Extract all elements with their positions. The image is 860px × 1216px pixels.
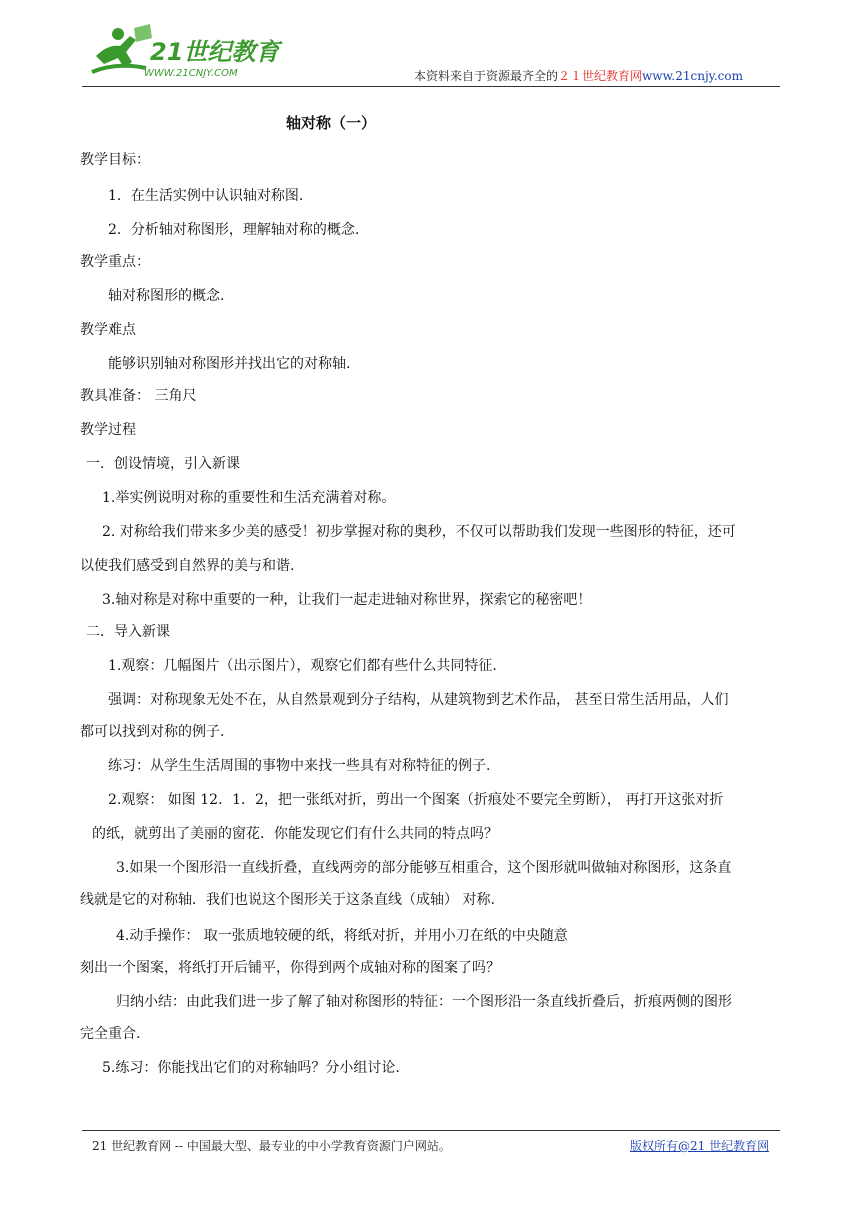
section-heading: 教学重点： — [80, 254, 150, 270]
paragraph-line: 的纸，就剪出了美丽的窗花．你能发现它们有什么共同的特点吗？ — [92, 826, 498, 842]
paragraph-line: 2．分析轴对称图形，理解轴对称的概念. — [108, 222, 360, 238]
site-logo — [86, 22, 286, 82]
paragraph-line: 3.轴对称是对称中重要的一种，让我们一起走进轴对称世界，探索它的秘密吧！ — [102, 592, 592, 608]
paragraph-line: 4.动手操作： 取一张质地较硬的纸，将纸对折，并用小刀在纸的中央随意 — [116, 928, 568, 944]
paragraph-line: 3.如果一个图形沿一直线折叠，直线两旁的部分能够互相重合，这个图形就叫做轴对称图形，这条直 — [116, 860, 732, 876]
subsection-heading: 一．创设情境，引入新课 — [86, 456, 240, 472]
section-heading: 教具准备： 三角尺 — [80, 388, 197, 404]
section-heading: 教学过程 — [80, 422, 136, 438]
subsection-heading: 二．导入新课 — [86, 624, 170, 640]
paragraph-line: 2.观察： 如图 12．1．2，把一张纸对折，剪出一个图案（折痕处不要完全剪断）， 再打开这张对折 — [108, 792, 724, 808]
paragraph-line: 刻出一个图案，将纸打开后铺平，你得到两个成轴对称的图案了吗？ — [80, 960, 500, 976]
logo-url-text: WWW.21CNJY.COM — [144, 68, 238, 79]
tagline-site-link[interactable]: ２１世纪教育网 — [558, 69, 643, 83]
paragraph-line: 以使我们感受到自然界的美与和谐. — [80, 558, 295, 574]
paragraph-line: 归纳小结：由此我们进一步了解了轴对称图形的特征：一个图形沿一条直线折叠后，折痕两侧的图形 — [116, 994, 732, 1010]
tagline-prefix: 本资料来自于资源最齐全的 — [414, 69, 559, 83]
paragraph-line: 练习：从学生生活周围的事物中来找一些具有对称特征的例子. — [108, 758, 491, 774]
document-title: 轴对称（一） — [286, 114, 377, 132]
paragraph-line: 1.举实例说明对称的重要性和生活充满着对称。 — [102, 490, 396, 506]
footer-divider — [82, 1130, 780, 1131]
paragraph-line: 能够识别轴对称图形并找出它的对称轴. — [108, 356, 351, 372]
paragraph-line: 线就是它的对称轴．我们也说这个图形关于这条直线（成轴） 对称. — [80, 892, 495, 908]
runner-logo-icon — [86, 22, 286, 82]
header-divider — [82, 86, 780, 87]
paragraph-line: 5.练习：你能找出它们的对称轴吗？分小组讨论. — [102, 1060, 400, 1076]
paragraph-line: 轴对称图形的概念. — [108, 288, 225, 304]
paragraph-line: 都可以找到对称的例子. — [80, 724, 225, 740]
footer-copyright-link[interactable]: 版权所有@21 世纪教育网 — [630, 1139, 770, 1153]
paragraph-line: 2. 对称给我们带来多少美的感受！初步掌握对称的奥秒，不仅可以帮助我们发现一些图形的特征，还可 — [102, 524, 736, 540]
paragraph-line: 完全重合. — [80, 1026, 141, 1042]
logo-text: 21世纪教育 — [150, 38, 280, 66]
footer-text: 21 世纪教育网 -- 中国最大型、最专业的中小学教育资源门户网站。 — [92, 1139, 451, 1153]
section-heading: 教学目标： — [80, 152, 150, 168]
paragraph-line: 1．在生活实例中认识轴对称图. — [108, 188, 304, 204]
paragraph-line: 强调：对称现象无处不在，从自然景观到分子结构，从建筑物到艺术作品， 甚至日常生活用品，人们 — [108, 692, 729, 708]
section-heading: 教学难点 — [80, 322, 136, 338]
tagline-url-link[interactable]: www.21cnjy.com — [642, 69, 743, 83]
header-tagline — [414, 67, 743, 84]
paragraph-line: 1.观察：几幅图片（出示图片），观察它们都有些什么共同特征. — [108, 658, 497, 674]
